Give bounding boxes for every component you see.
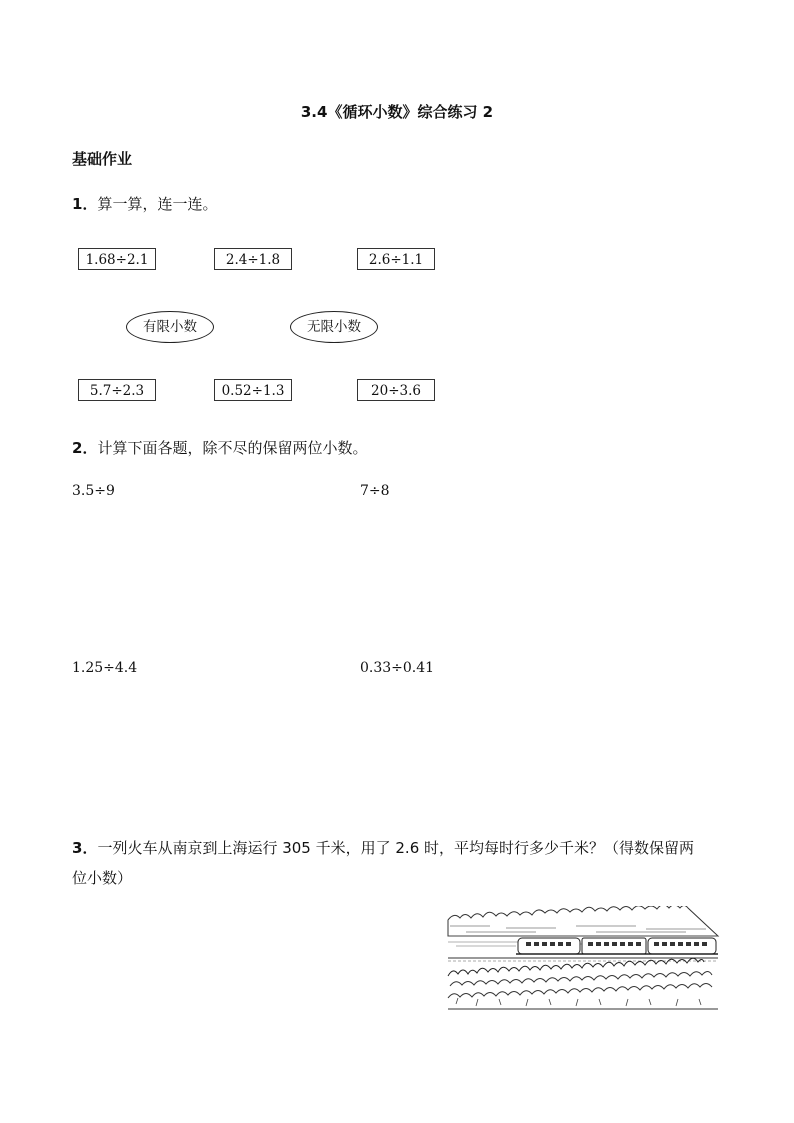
train-illustration (446, 906, 720, 1010)
question-3: 3．一列火车从南京到上海运行 305 千米，用了 2.6 时，平均每时行多少千米？（得数保留两 (72, 839, 695, 857)
question-3-number: 3 (72, 839, 83, 857)
match-box-bottom-1[interactable]: 5.7÷2.3 (78, 379, 156, 401)
question-1-number: 1 (72, 195, 83, 213)
question-3-line-2: 位小数） (72, 869, 133, 887)
match-box-top-1[interactable]: 1.68÷2.1 (78, 248, 156, 270)
expression-1: 3.5÷9 (72, 483, 115, 499)
question-2: 2．计算下面各题，除不尽的保留两位小数。 (72, 439, 368, 457)
match-box-top-2[interactable]: 2.4÷1.8 (214, 248, 292, 270)
match-box-bottom-3[interactable]: 20÷3.6 (357, 379, 435, 401)
match-box-top-3[interactable]: 2.6÷1.1 (357, 248, 435, 270)
question-3-line-1: 一列火车从南京到上海运行 305 千米，用了 2.6 时，平均每时行多少千米？（得数保留两 (97, 839, 695, 857)
expression-2: 7÷8 (360, 483, 390, 499)
oval-infinite-decimal[interactable]: 无限小数 (290, 311, 378, 343)
expression-4: 0.33÷0.41 (360, 660, 435, 676)
page-title: 3.4《循环小数》综合练习 2 (300, 103, 494, 121)
question-1-text: 算一算，连一连。 (97, 195, 218, 213)
question-2-text: 计算下面各题，除不尽的保留两位小数。 (97, 439, 368, 457)
section-heading: 基础作业 (72, 150, 133, 168)
oval-finite-decimal[interactable]: 有限小数 (126, 311, 214, 343)
question-1: 1．算一算，连一连。 (72, 195, 218, 213)
expression-3: 1.25÷4.4 (72, 660, 138, 676)
question-2-number: 2 (72, 439, 83, 457)
match-box-bottom-2[interactable]: 0.52÷1.3 (214, 379, 292, 401)
